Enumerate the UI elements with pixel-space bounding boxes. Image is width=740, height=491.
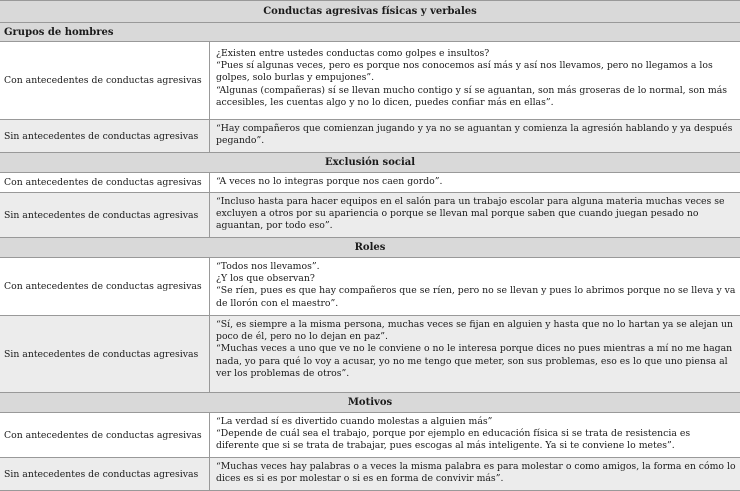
table-row <box>0 316 740 393</box>
row-label: Sin antecedentes de conductas agresivas <box>0 193 210 237</box>
row-label: Con antecedentes de conductas agresivas <box>0 42 210 119</box>
row-quote: “La verdad sí es divertido cuando molestas a alguien más” “Depende de cuál sea el trabajo, porque por ejemplo en educación física si se trata de resistencia es diferente que si se trata de trabajar, pues escogas al más inteligente. Ya si te conviene lo metes”. <box>216 416 691 452</box>
table-row <box>0 193 740 238</box>
table-row <box>0 413 740 458</box>
row-quote: “Todos nos llevamos”. ¿Y los que observan? “Se ríen, pues es que hay compañeros que se ríen, pero no se llevan y pues lo abrimos porque no se lleva y va de llorón con el maestro”. <box>216 261 736 309</box>
row-quote: “A veces no lo integras porque nos caen gordo”. <box>216 176 443 187</box>
table-title: Conductas agresivas físicas y verbales <box>0 1 740 23</box>
row-quote: ¿Existen entre ustedes conductas como golpes e insultos? “Pues sí algunas veces, pero es porque nos conocemos así más y así nos llevamos, pero no llegamos a los golpes, solo burlas y empujones”. “Algunas (compañeras) sí se llevan mucho contigo y sí se aguantan, son más groseras de lo normal, son más accesibles, les cuentas algo y no lo dicen, puedes confiar más en ellas”. <box>216 48 728 108</box>
row-quote: “Sí, es siempre a la misma persona, muchas veces se fijan en alguien y hasta que no lo hartan ya se alejan un poco de él, pero no lo dejan en paz”. “Muchas veces a uno que ve no le conviene o no le interesa porque dices no pues mientras a mí no me hagan nada, yo para qué lo voy a acusar, yo no me tengo que meter, son sus problemas, eso es lo que uno piensa al ver los problemas de otros”. <box>216 319 734 379</box>
table-row <box>0 458 740 491</box>
row-label: Con antecedentes de conductas agresivas <box>0 173 210 192</box>
row-label: Sin antecedentes de conductas agresivas <box>0 458 210 490</box>
row-quote: “Incluso hasta para hacer equipos en el salón para un trabajo escolar para alguna materia muchas veces se excluyen a otros por su apariencia o porque se llevan mal porque saben que cuando juegan pesado no aguantan, por todo eso”. <box>216 196 725 232</box>
row-label: Sin antecedentes de conductas agresivas <box>0 316 210 392</box>
table-row <box>0 120 740 153</box>
section-heading-exclusion: Exclusión social <box>0 153 740 173</box>
section-heading-motivos: Motivos <box>0 393 740 413</box>
table-row <box>0 258 740 316</box>
table-row <box>0 42 740 120</box>
row-label: Sin antecedentes de conductas agresivas <box>0 120 210 152</box>
row-quote: “Hay compañeros que comienzan jugando y ya no se aguantan y comienza la agresión hablando y ya después pegando”. <box>216 123 733 147</box>
table-row <box>0 173 740 193</box>
row-label: Con antecedentes de conductas agresivas <box>0 413 210 457</box>
section-heading-roles: Roles <box>0 238 740 258</box>
row-quote: “Muchas veces hay palabras o a veces la misma palabra es para molestar o como amigos, la forma en cómo lo dices es si es por molestar o si es en forma de convivir más”. <box>216 461 736 485</box>
row-label: Con antecedentes de conductas agresivas <box>0 258 210 315</box>
section-heading-grupos: Grupos de hombres <box>0 23 740 42</box>
